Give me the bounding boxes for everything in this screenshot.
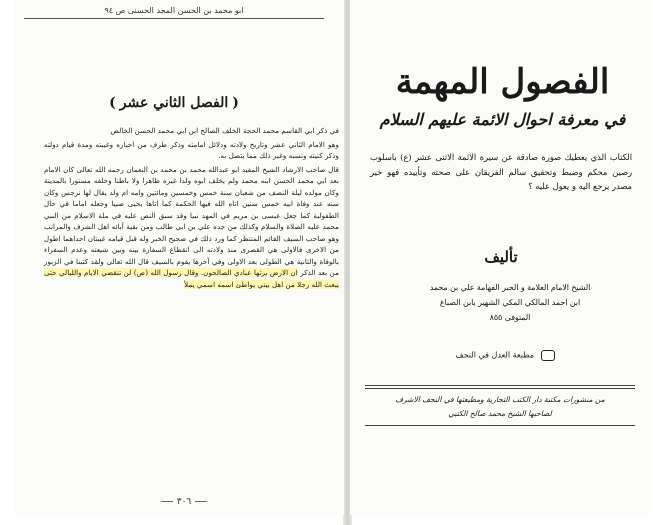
- left-page: [14, 0, 344, 515]
- highlighted-passage: ان الارض يرثها عبادي الصالحون. وقال رسول الله (ص) لن تنقضي الايام والليالي حتى يبعث الله رجلا من اهل بيتي يواطئ اسمه اسمي يملأ: [44, 268, 339, 289]
- body-text: [44, 125, 339, 292]
- publisher-line: من منشورات مكتبة دار الكتب التجارية ومطبعتها في النجف الاشرف: [395, 395, 605, 404]
- author-line: ابن احمد المالكي المكي الشهير بابن الصباغ: [439, 298, 581, 307]
- book-description: الكتاب الذي يعطيك صورة صادقة عن سيرة الائمة الاثنى عشر (ع) باسلوب رصين محكم وضبط وتحقيق سالم الفريقان على صحته وتأييده فهو خير مصدر يرجع اليه و يعول عليه ؟: [370, 152, 632, 191]
- author-line: الشيخ الامام العلامة و الحبر الفهامة علي بن محمد: [429, 283, 591, 292]
- press-imprint: [410, 350, 600, 361]
- press-name: مطبعة العدل في النجف: [455, 350, 535, 360]
- page-number: ٣٠٦: [154, 497, 214, 507]
- book-title: الفصول المهمة: [395, 62, 610, 102]
- author-line: المتوفى ٨٥٥: [489, 313, 531, 322]
- publisher-info: [365, 393, 635, 421]
- paragraph-text: قال صاحب الارشاد الشيخ المفيد ابو عبدالله محمد بن محمد بن النعمان رحمه الله تعالى كان الامام بعد ابي محمد الحسن ابنه محمد ولم يخلف ابوه ولدا غيره ظاهرا ولا باطنا وخلفه مستورا بالمدينة وكان مولده ليلة النصف من شعبان سنة خمس وخمسين ومائتين وامه ام ولد يقال لها نرجس وكان سنه عند وفاة ابيه خمس سنين اتاه الله فيها الحكمة كما اتاها يحيى صبيا وجعله اماما في حال الطفولية كما جعل عيسى بن مريم في المهد نبيا وقد سبق النص عليه في ملة الاسلام من النبي محمد عليه الصلاة والسلام وكذلك من جده علي بن ابي طالب ومن بقية آبائه اهل الشرف والمراتب وهو صاحب السيف القائم المنتظر كما ورد ذلك في صحيح الخبر وله قبل قيامه غيبتان احداهما اطول من الاخرى فالاولى هي القصرى منذ ولادته الى انقطاع السفارة بينه وبين شيعته وعدم السفراء بالوفاة والثانية هي الطولى بعد الاولى وفي آخرها يقوم بالسيف قال الله تعالى ولقد كتبنا في الزبور من بعد الذكر: [44, 164, 339, 277]
- author-info: [400, 280, 620, 325]
- divider: [365, 388, 635, 389]
- chapter-title: ( الفصل الثاني عشر ): [69, 95, 279, 111]
- divider: [365, 425, 635, 426]
- right-page: [350, 0, 650, 515]
- ornament-icon: [541, 350, 555, 361]
- author-label: تأليف: [484, 248, 518, 266]
- paragraph: في ذكر ابي القاسم محمد الحجة الخلف الصالح ابن ابي محمد الحسن الخالص: [110, 126, 339, 135]
- running-header: ابو محمد بن الحسن المجد الحسنى ص ٩٤: [24, 6, 324, 19]
- book-subtitle: في معرفة احوال الائمة عليهم السلام: [379, 110, 626, 129]
- publisher-line: لصاحبها الشيخ محمد صالح الكتبي: [448, 409, 552, 418]
- paragraph: وهو الامام الثاني عشر وتاريخ ولادته ودلائل امامته وذكر طرف من اخباره وغيبته ومدة قيام دولته وذكر كنيته ونسبه وغير ذلك مما يتصل به.: [44, 139, 339, 160]
- divider: [365, 385, 635, 386]
- paragraph: [44, 164, 339, 291]
